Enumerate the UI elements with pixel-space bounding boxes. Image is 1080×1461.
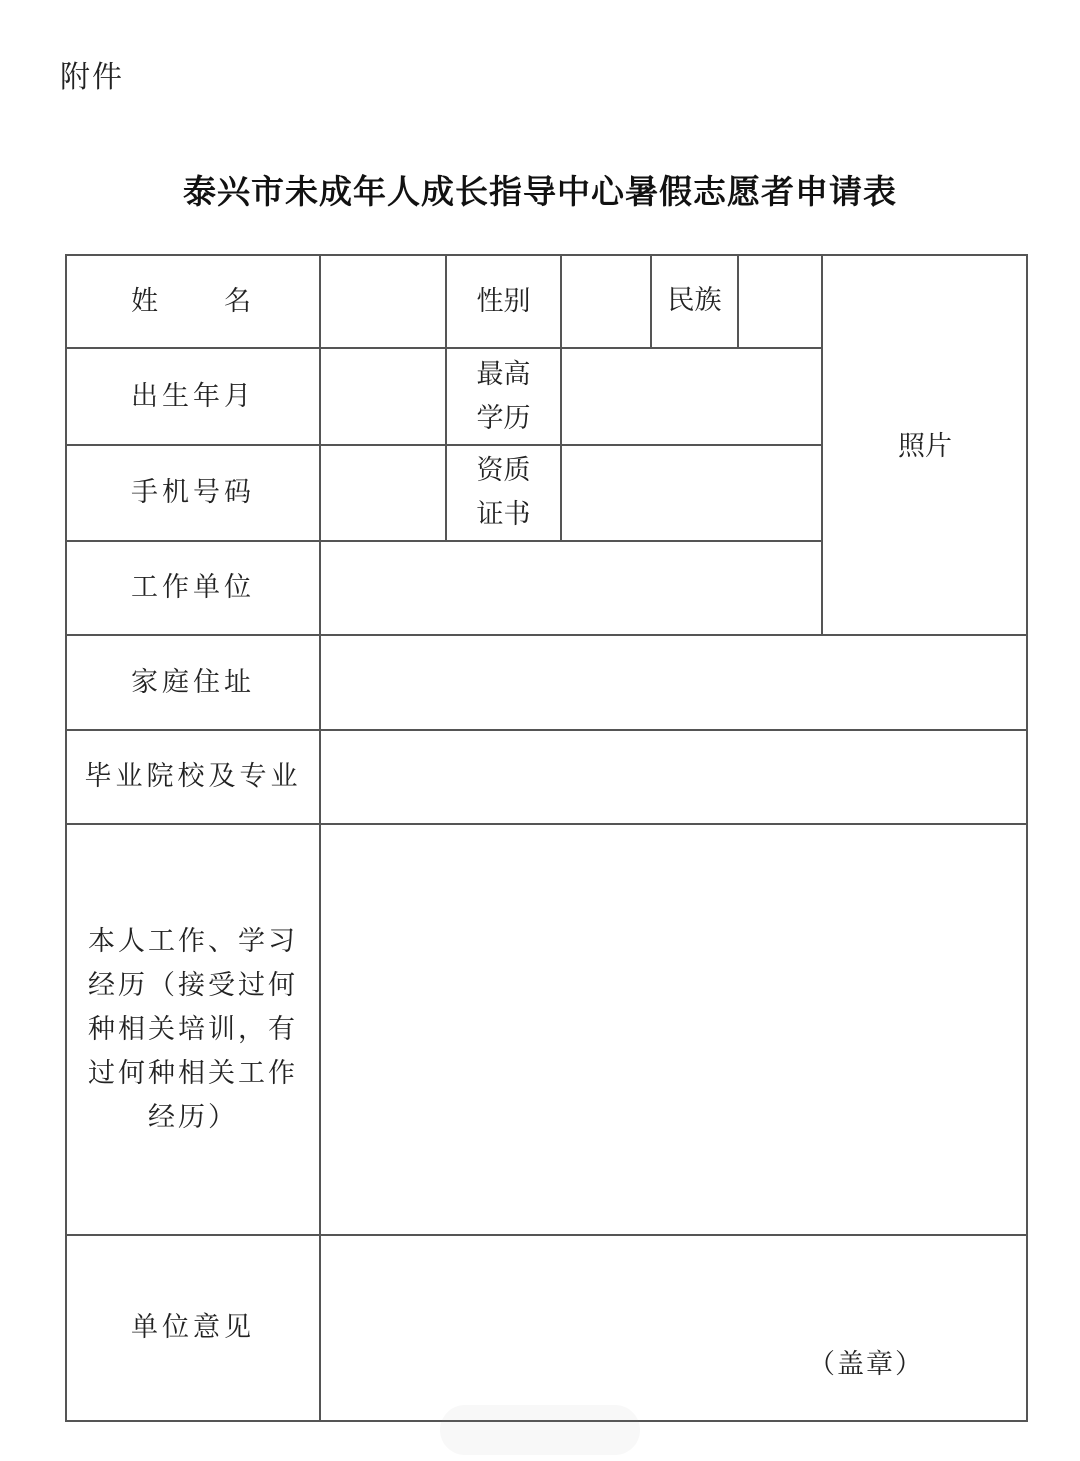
employer-field[interactable] xyxy=(321,541,822,635)
name-field[interactable] xyxy=(321,255,446,348)
watermark-logo xyxy=(440,1405,640,1455)
photo-label: 照片 xyxy=(898,431,952,462)
certificate-label xyxy=(446,445,561,541)
experience-label-line: 经历（接受过何 xyxy=(88,969,298,1001)
stamp-label: （盖章） xyxy=(808,1349,924,1380)
birth-field[interactable] xyxy=(321,348,446,445)
education-label xyxy=(446,348,561,445)
birth-label: 出生年月 xyxy=(131,380,255,412)
employer-label: 工作单位 xyxy=(131,572,255,603)
education-label-line2: 学历 xyxy=(476,402,531,434)
form-title: 泰兴市未成年人成长指导中心暑假志愿者申请表 xyxy=(183,172,897,211)
phone-field[interactable] xyxy=(321,445,446,541)
experience-field[interactable] xyxy=(321,824,1027,1235)
phone-label: 手机号码 xyxy=(131,477,255,508)
ethnicity-label: 民族 xyxy=(667,285,722,316)
experience-label-line: 经历） xyxy=(148,1101,238,1133)
ethnicity-field[interactable] xyxy=(739,255,822,348)
certificate-label-line2: 证书 xyxy=(476,499,531,530)
education-label-line1: 最高 xyxy=(476,358,531,390)
school-label: 毕业院校及专业 xyxy=(84,761,302,792)
address-label: 家庭住址 xyxy=(131,666,255,698)
attachment-label: 附件 xyxy=(60,60,124,95)
unit-opinion-label: 单位意见 xyxy=(131,1312,255,1343)
name-label: 姓 名 xyxy=(131,285,255,317)
experience-label xyxy=(66,824,320,1235)
experience-label-line: 过何种相关工作 xyxy=(88,1057,298,1089)
photo-box[interactable] xyxy=(823,255,1027,635)
address-field[interactable] xyxy=(321,635,1027,730)
certificate-label-line1: 资质 xyxy=(476,455,531,486)
gender-field[interactable] xyxy=(562,255,651,348)
certificate-field[interactable] xyxy=(562,445,822,541)
unit-opinion-field[interactable] xyxy=(321,1235,1027,1421)
school-field[interactable] xyxy=(321,730,1027,824)
gender-label: 性别 xyxy=(476,285,531,317)
education-field[interactable] xyxy=(562,348,822,445)
experience-label-line: 种相关培训，有 xyxy=(88,1013,298,1045)
experience-label-line: 本人工作、学习 xyxy=(88,925,298,957)
